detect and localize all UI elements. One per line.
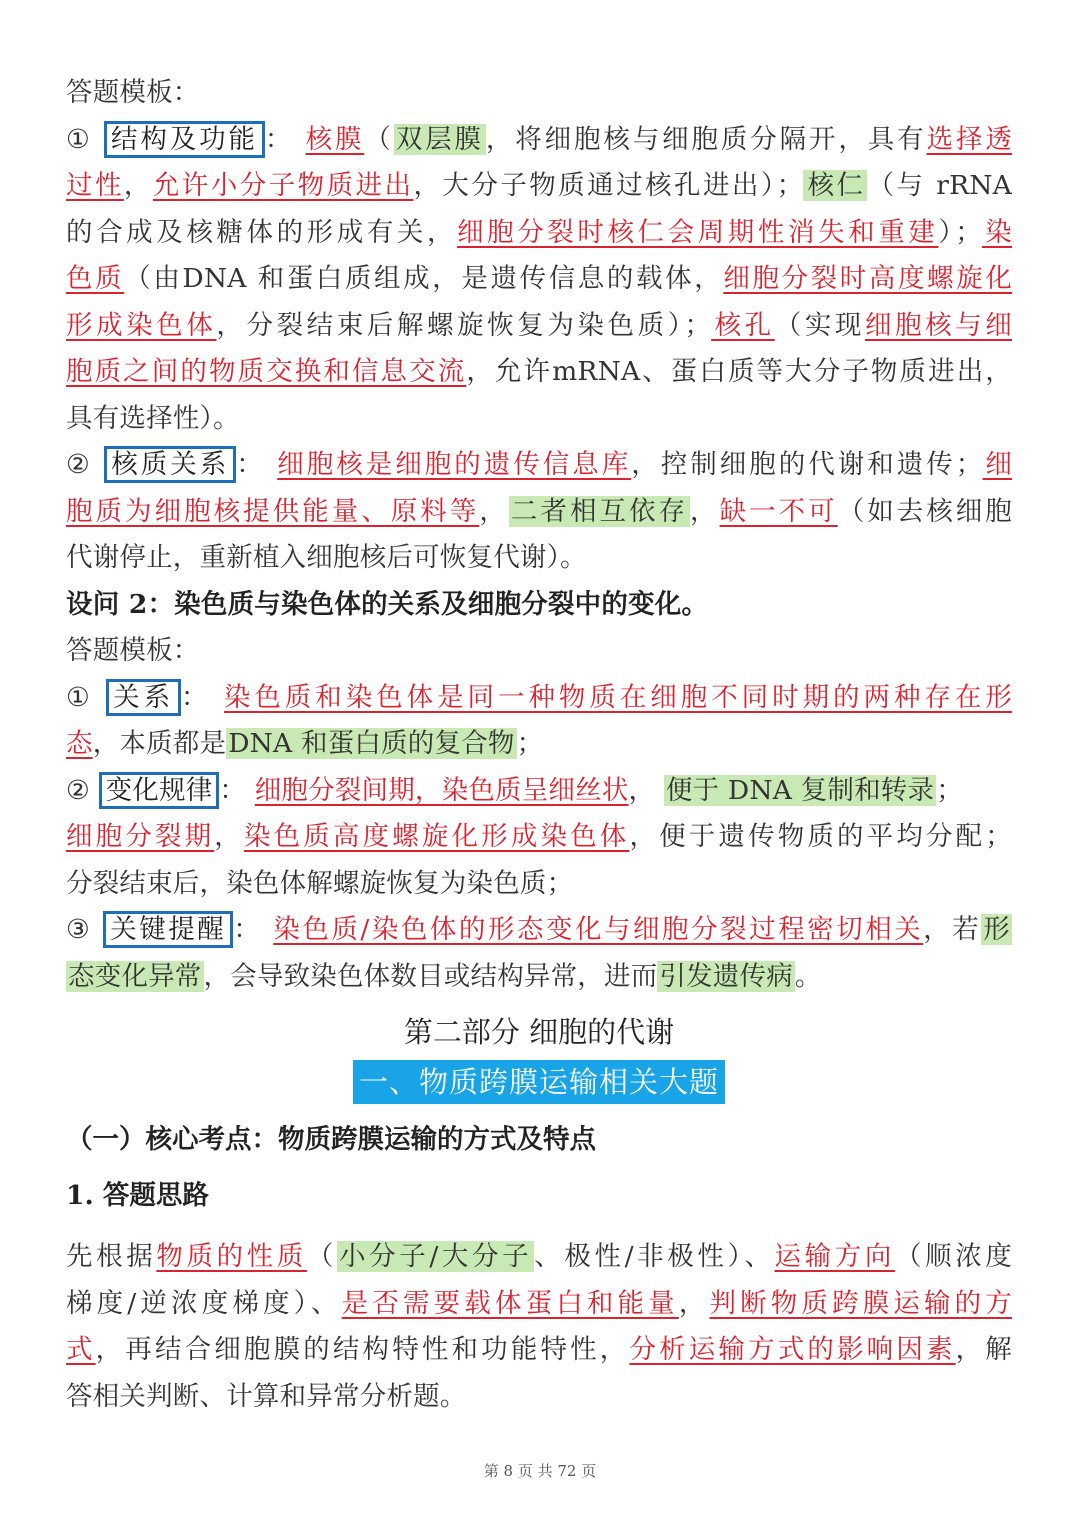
text-line (66, 675, 1012, 722)
green-highlight: DNA 和蛋白质的复合物 (228, 728, 515, 759)
colon: ： (233, 914, 263, 945)
answer-template-label: 答题模板： (66, 77, 200, 108)
colon: ： (181, 681, 212, 713)
green-highlight: 便于 DNA 复制和转录 (665, 774, 935, 806)
red-key-term: 缺一不可 (719, 495, 838, 527)
colon: ： (219, 774, 247, 806)
text-line (66, 1374, 1012, 1421)
plain-text: （实现 (774, 309, 865, 341)
plain-text: （由DNA 和蛋白质组成，是遗传信息的载体， (124, 263, 724, 294)
plain-text: （顺浓度 (894, 1241, 1013, 1272)
text-line (66, 70, 1012, 117)
boxed-keyword: 变化规律 (99, 772, 220, 809)
plain-text: ，再结合细胞膜的结构特性和功能特性， (95, 1334, 630, 1365)
core-topic-heading: （一）核心考点：物质跨膜运输的方式及特点 (66, 1124, 596, 1155)
section-banner-wrap (66, 1060, 1012, 1112)
green-highlight: 形 (983, 914, 1010, 945)
item-number: ① (66, 123, 93, 155)
item-number: ① (66, 681, 94, 713)
red-key-term: 色质 (66, 263, 125, 294)
plain-text: （与 rRNA (867, 170, 1012, 201)
plain-text: ， (678, 1287, 710, 1319)
plain-text: ，便于遗传物质的平均分配； (629, 821, 1013, 852)
boxed-keyword: 关系 (106, 679, 181, 716)
text-line (66, 349, 1012, 396)
text-line (66, 861, 1012, 908)
red-key-term: 染 (981, 216, 1013, 248)
red-key-term: 染色质和染色体是同一种物质在细胞不同时期的两种存在形 (223, 681, 1013, 713)
text-line (66, 396, 1012, 443)
red-key-term: 判断物质跨膜运输的方 (709, 1287, 1013, 1319)
plain-text: 梯度/逆浓度梯度）、 (66, 1287, 342, 1319)
plain-text: ，将细胞核与细胞质分隔开，具有 (485, 123, 927, 155)
text-line (66, 117, 1012, 164)
plain-text: ，本质都是 (92, 728, 227, 759)
red-key-term: 分析运输方式的影响因素 (629, 1334, 956, 1365)
plain-text: ， (628, 774, 656, 806)
text-line (66, 256, 1012, 303)
plain-text: ，解 (955, 1334, 1012, 1365)
red-key-term: 核膜 (305, 123, 365, 155)
text-line (66, 1234, 1012, 1281)
red-key-term: 细胞分裂间期，染色质呈细丝状 (254, 774, 629, 806)
green-highlight: 二者相互依存 (510, 495, 689, 527)
red-key-term: 细 (982, 449, 1013, 480)
item-number: ③ (66, 914, 93, 945)
plain-text: 、极性/非极性）、 (534, 1241, 775, 1272)
plain-text: ， (690, 495, 720, 527)
text-line (66, 814, 1012, 861)
boxed-keyword: 关键提醒 (103, 911, 233, 948)
plain-text: （ (306, 1241, 338, 1272)
plain-text: ，若 (923, 914, 982, 945)
red-key-term: 物质的性质 (156, 1241, 307, 1272)
plain-text: ； (516, 728, 544, 759)
section-banner: 一、物质跨膜运输相关大题 (353, 1060, 725, 1104)
text-line (66, 721, 1012, 768)
plain-text: ，分裂结束后解螺旋恢复为染色质）； (216, 309, 712, 341)
plain-text: 。 (794, 960, 822, 992)
red-key-term: 胞质为细胞核提供能量、原料等 (66, 495, 480, 527)
plain-text: 答相关判断、计算和异常分析题。 (66, 1380, 467, 1412)
plain-text: ，允许mRNA、蛋白质等大分子物质进出， (466, 356, 1013, 387)
green-highlight: 核仁 (805, 170, 866, 201)
plain-text: 先根据 (66, 1241, 157, 1272)
part-title: 第二部分 细胞的代谢 (403, 1015, 675, 1049)
green-highlight: 小分子/大分子 (339, 1241, 533, 1272)
boxed-keyword: 核质关系 (104, 446, 236, 483)
plain-text: ， (123, 170, 153, 201)
red-key-term: 细胞分裂期 (66, 821, 215, 852)
plain-text: （如去核细胞 (837, 495, 1013, 527)
plain-text: ，大分子物质通过核孔进出）； (413, 170, 804, 201)
subsection-heading: 1. 答题思路 (66, 1180, 209, 1211)
red-key-term: 染色质高度螺旋化形成染色体 (243, 821, 630, 852)
text-line (66, 907, 1012, 954)
text-line (66, 489, 1012, 536)
red-key-term: 染色质/染色体的形态变化与细胞分裂过程密切相关 (273, 914, 924, 945)
plain-text: ， (479, 495, 509, 527)
red-key-term: 允许小分子物质进出 (152, 170, 414, 201)
red-key-term: 选择透 (926, 123, 1013, 155)
green-highlight: 引发遗传病 (659, 960, 793, 992)
red-key-term: 式 (66, 1334, 96, 1365)
red-key-term: 胞质之间的物质交换和信息交流 (66, 356, 467, 387)
red-key-term: 核孔 (711, 309, 775, 341)
text-line (66, 163, 1012, 210)
text-line (66, 442, 1012, 489)
page-footer: 第 8 页 共 72 页 (483, 1462, 597, 1480)
question-heading: 设问 2：染色质与染色体的关系及细胞分裂中的变化。 (66, 588, 709, 620)
item-number: ② (66, 774, 90, 806)
plain-text: 代谢停止，重新植入细胞核后可恢复代谢）。 (66, 542, 587, 573)
text-line (66, 954, 1012, 1001)
text-line (66, 303, 1012, 350)
red-key-term: 细胞分裂时核仁会周期性消失和重建 (457, 216, 939, 248)
red-key-term: 是否需要载体蛋白和能量 (341, 1287, 679, 1319)
red-key-term: 运输方向 (774, 1241, 895, 1272)
red-key-term: 细胞核是细胞的遗传信息库 (277, 449, 632, 480)
plain-text: 分裂结束后，染色体解螺旋恢复为染色质； (66, 867, 574, 899)
red-key-term: 细胞分裂时高度螺旋化 (723, 263, 1012, 294)
plain-text: ，会导致染色体数目或结构异常，进而 (203, 960, 658, 992)
text-line (66, 535, 1012, 582)
plain-text: 的合成及核糖体的形成有关， (66, 216, 458, 248)
colon: ： (264, 123, 295, 155)
green-highlight: 态变化异常 (68, 960, 202, 992)
text-line (66, 1281, 1012, 1328)
text-line (66, 1327, 1012, 1374)
text-line (66, 210, 1012, 257)
red-key-term: 细胞核与细 (864, 309, 1013, 341)
red-key-term: 态 (66, 728, 93, 759)
text-line (66, 768, 1012, 815)
document-page (66, 70, 1012, 1420)
red-key-term: 形成染色体 (66, 309, 217, 341)
colon: ： (236, 449, 266, 480)
green-highlight: 双层膜 (395, 123, 484, 155)
boxed-keyword: 结构及功能 (104, 121, 265, 158)
plain-text: （ (364, 123, 394, 155)
item-number: ② (66, 449, 93, 480)
answer-template-label: 答题模板： (66, 635, 200, 666)
plain-text: 具有选择性）。 (66, 402, 240, 434)
plain-text: ，控制细胞的代谢和遗传； (631, 449, 983, 480)
plain-text: ）； (938, 216, 982, 248)
red-key-term: 过性 (66, 170, 124, 201)
plain-text: ； (936, 774, 963, 806)
plain-text: ， (214, 821, 244, 852)
